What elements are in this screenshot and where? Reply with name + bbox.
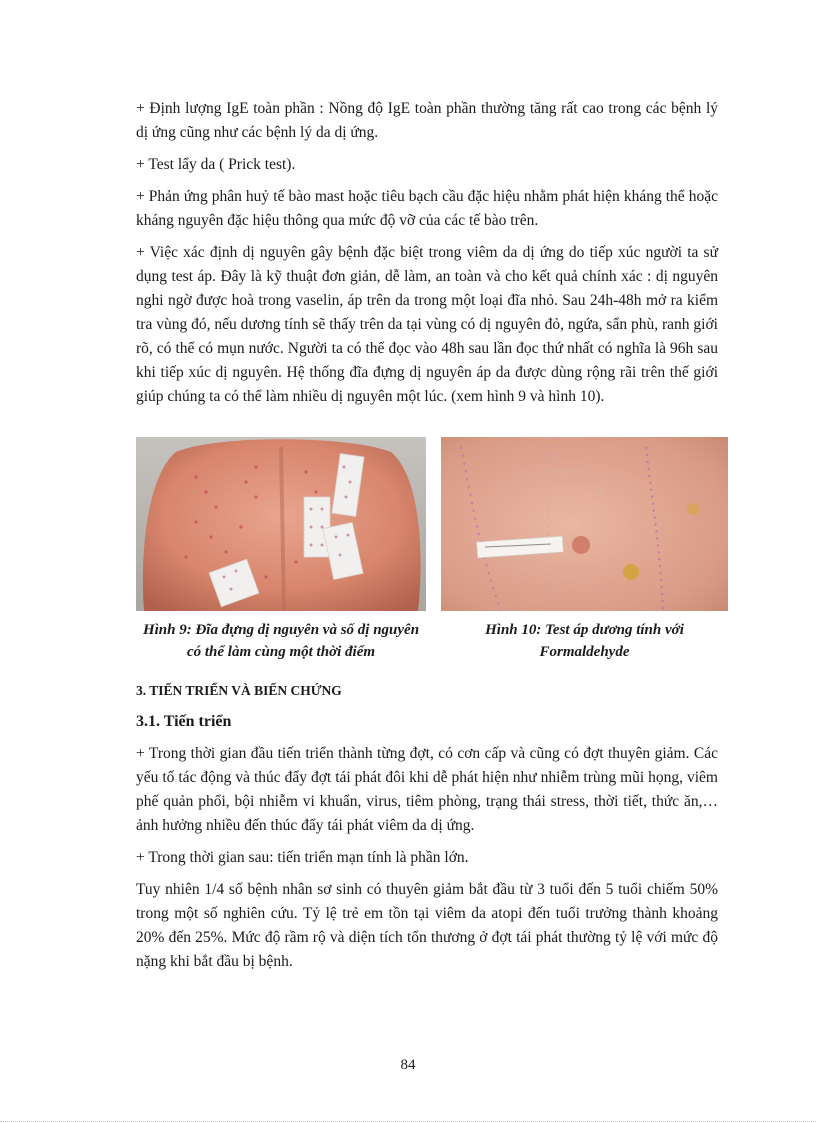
top-text-block — [136, 97, 718, 417]
subsection-title: 3.1. Tiến triển — [136, 713, 232, 730]
page-number: 84 — [400, 1057, 416, 1073]
figure-9 — [136, 437, 426, 663]
paragraph-ige: + Định lượng IgE toàn phần : Nồng độ IgE toàn phần thường tăng rất cao trong các bệnh lý dị ứng cũng như các bệnh lý da dị ứng. — [136, 100, 718, 141]
footer-divider — [0, 1121, 816, 1122]
paragraph-early-progression: + Trong thời gian đầu tiến triển thành từng đợt, có cơn cấp và cũng có đợt thuyên giảm. Các yếu tố tác động và thúc đẩy đợt tái phát đôi khi dễ phát hiện như nhiễm trùng mũi họng, viêm phế quản phổi, bội nhiễm vi khuẩn, virus, tiêm phòng, trạng thái stress, thời tiết, thức ăn,… ảnh hưởng nhiều đến thúc đẩy tái phát viêm da dị ứng. — [136, 745, 718, 834]
back-patch-test-image — [136, 437, 426, 611]
figure-10-photo — [441, 437, 728, 611]
paragraph-later-progression: + Trong thời gian sau: tiến triển mạn tính là phần lớn. — [136, 849, 469, 866]
paragraph-remission-stats: Tuy nhiên 1/4 số bệnh nhân sơ sinh có thuyên giảm bắt đầu từ 3 tuổi đến 5 tuổi chiếm 50% trong một số nghiên cứu. Tỷ lệ trẻ em tồn tại viêm da atopi đến tuổi trưởng thành khoảng 20% đến 25%. Mức độ rầm rộ và diện tích tổn thương ở đợt tái phát thường tỷ lệ với mức độ nặng khi bắt đầu bị bệnh. — [136, 881, 718, 970]
figure-row — [136, 437, 728, 662]
paragraph-patch-test: + Việc xác định dị nguyên gây bệnh đặc biệt trong viêm da dị ứng do tiếp xúc người ta sử dụng test áp. Đây là kỹ thuật đơn giản, dễ làm, an toàn và cho kết quả chính xác : dị nguyên nghi ngờ được hoà trong vaselin, áp trên da trong một loại đĩa nhỏ. Sau 24h-48h mở ra kiểm tra vùng đó, nếu dương tính sẽ thấy trên da tại vùng có dị nguyên đỏ, ngứa, sẩn phù, ranh giới rõ, có thể có mụn nước. Người ta có thể đọc vào 48h sau lần đọc thứ nhất có nghĩa là 96h sau khi tiếp xúc dị nguyên. Hệ thống đĩa đựng dị nguyên áp da được dùng rộng rãi trên thế giới giúp chúng ta có thể làm nhiều dị nguyên một lúc. (xem hình 9 và hình 10). — [136, 244, 718, 405]
figure-10-caption: Hình 10: Test áp dương tính với Formaldehyde — [485, 622, 684, 660]
paragraph-prick-test: + Test lẩy da ( Prick test). — [136, 156, 296, 173]
positive-patch-test-image — [441, 437, 728, 611]
bottom-text-block — [136, 681, 718, 982]
figure-9-caption: Hình 9: Đĩa đựng dị nguyên và số dị nguyên có thể làm cùng một thời điểm — [142, 622, 420, 660]
section-title: 3. TIẾN TRIỂN VÀ BIẾN CHỨNG — [136, 683, 342, 698]
figure-10 — [441, 437, 728, 663]
paragraph-mast-cell: + Phản ứng phân huỷ tế bào mast hoặc tiêu bạch cầu đặc hiệu nhằm phát hiện kháng thể hoặc kháng nguyên đặc hiệu thông qua mức độ vỡ của các tế bào trên. — [136, 188, 718, 229]
figure-9-photo — [136, 437, 426, 611]
